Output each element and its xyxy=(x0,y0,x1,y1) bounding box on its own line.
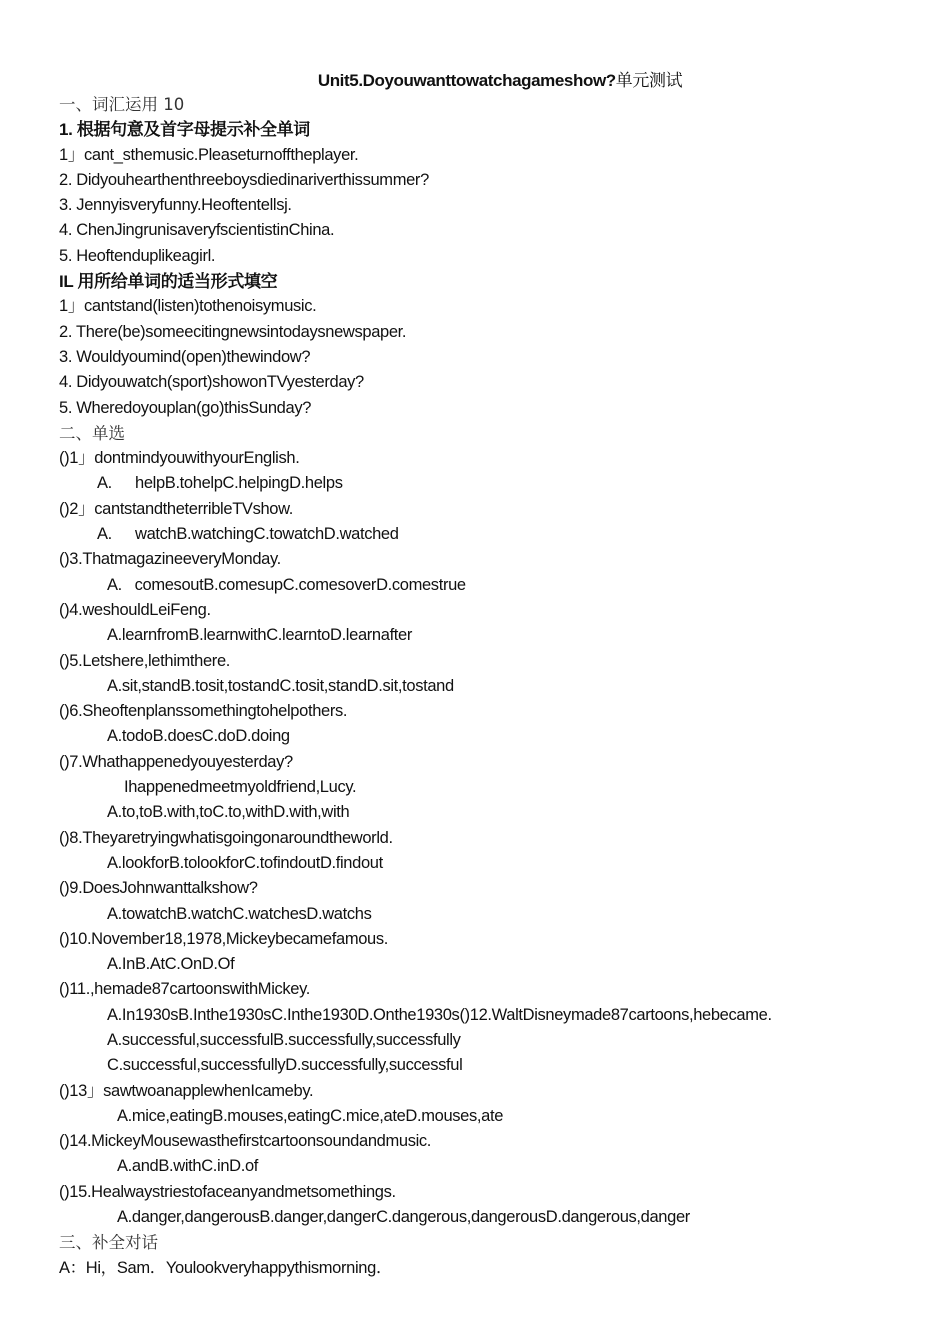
mc-question: ()10.November18,1978,Mickeybecamefamous. xyxy=(59,929,388,948)
mc-question: ()4.weshouldLeiFeng. xyxy=(59,600,211,619)
section-heading-multiple-choice: 二、单选 xyxy=(59,423,125,443)
mc-options: A.In1930sB.Inthe1930sC.Inthe1930D.Onthe1930s()12.WaltDisneymade87cartoons,hebecame. xyxy=(107,1005,772,1024)
option-a-label: A. xyxy=(97,474,112,493)
mc-question: ()15.Healwaystriestofaceanyandmetsomethings. xyxy=(59,1182,396,1201)
mc-question: ()14.MickeyMousewasthefirstcartoonsoundandmusic. xyxy=(59,1132,432,1151)
mc-options: A.todoB.doesC.doD.doing xyxy=(107,727,290,746)
mc-options: A.to,toB.with,toC.to,withD.with,with xyxy=(107,803,350,822)
question-line: 4. Didyouwatch(sport)showonTVyesterday? xyxy=(59,373,364,392)
question-line: 4. ChenJingrunisaveryfscientistinChina. xyxy=(59,221,335,240)
mc-question-continuation: Ihappenedmeetmyoldfriend,Lucy. xyxy=(124,778,357,797)
part-heading-text: 用所给单词的适当形式填空 xyxy=(77,272,278,293)
mc-options: A.learnfromB.learnwithC.learntoD.learnafter xyxy=(107,626,413,645)
dialogue-line: A：Hi，Sam．Youlookveryhappythismorning． xyxy=(59,1258,393,1277)
part-heading-text: 根据句意及首字母提示补全单词 xyxy=(76,120,310,141)
mc-options: C.successful,successfullyD.successfully,successful xyxy=(107,1056,463,1075)
part-heading-number: 1. xyxy=(59,120,73,140)
part-heading-first-letter xyxy=(59,117,939,142)
mc-options: A.danger,dangerousB.danger,dangerC.dangerous,dangerousD.dangerous,danger xyxy=(117,1208,690,1227)
mc-options xyxy=(59,471,939,496)
mc-options: A.andB.withC.inD.of xyxy=(117,1157,259,1176)
mc-question: ()3.ThatmagazineeveryMonday. xyxy=(59,550,281,569)
question-line: 1」cant_sthemusic.Pleaseturnofftheplayer. xyxy=(59,145,359,164)
mc-options: A.sit,standB.tosit,tostandC.tosit,standD.sit,tostand xyxy=(107,676,454,695)
mc-question: ()1」dontmindyouwithyourEnglish. xyxy=(59,449,300,468)
title-chinese: 单元测试 xyxy=(615,71,683,91)
mc-options: A.InB.AtC.OnD.Of xyxy=(107,955,235,974)
option-text: helpB.tohelpC.helpingD.helps xyxy=(135,474,343,493)
mc-question: ()2」cantstandtheterribleTVshow. xyxy=(59,499,294,518)
section-heading-dialogue: 三、补全对话 xyxy=(59,1233,158,1253)
option-a-label: A. xyxy=(97,525,112,544)
mc-options: A.lookforB.tolookforC.tofindoutD.findout xyxy=(107,853,383,872)
question-line: 2. There(be)someecitingnewsintodaysnewspaper. xyxy=(59,322,407,341)
section-heading-vocabulary: 一、词汇运用 10 xyxy=(59,95,185,114)
document-body xyxy=(59,92,939,1281)
mc-options: A.towatchB.watchC.watchesD.watchs xyxy=(107,904,372,923)
mc-question: ()6.Sheoftenplanssomethingtohelpothers. xyxy=(59,702,348,721)
part-heading-number: IL xyxy=(59,272,74,292)
mc-options: A.successful,successfulB.successfully,successfully xyxy=(107,1030,461,1049)
mc-question: ()7.Whathappenedyouyesterday? xyxy=(59,752,293,771)
mc-question: ()13」sawtwoanapplewhenIcameby. xyxy=(59,1081,314,1100)
question-line: 1」cantstand(listen)tothenoisymusic. xyxy=(59,297,317,316)
mc-options: A.mice,eatingB.mouses,eatingC.mice,ateD.mouses,ate xyxy=(117,1106,504,1125)
question-line: 5. Wheredoyouplan(go)thisSunday? xyxy=(59,398,312,417)
mc-options xyxy=(59,522,939,547)
mc-question: ()8.Theyaretryingwhatisgoingonaroundtheworld. xyxy=(59,828,393,847)
mc-question: ()11.,hemade87cartoonswithMickey. xyxy=(59,980,311,999)
question-line: 3. Jennyisveryfunny.Heoftentellsj. xyxy=(59,196,292,215)
title-english: Unit5.Doyouwanttowatchagameshow? xyxy=(317,71,616,90)
option-text: watchB.watchingC.towatchD.watched xyxy=(135,525,399,544)
question-line: 3. Wouldyoumind(open)thewindow? xyxy=(59,347,311,366)
mc-question: ()5.Letshere,lethimthere. xyxy=(59,651,231,670)
question-line: 2. Didyouhearthenthreeboysdiedinariverthissummer? xyxy=(59,170,429,189)
mc-options: A. comesoutB.comesupC.comesoverD.comestrue xyxy=(107,575,466,594)
part-heading-word-forms xyxy=(59,269,939,294)
question-line: 5. Heoftenduplikeagirl. xyxy=(59,246,216,265)
document-title xyxy=(0,66,950,91)
mc-question: ()9.DoesJohnwanttalkshow? xyxy=(59,879,258,898)
